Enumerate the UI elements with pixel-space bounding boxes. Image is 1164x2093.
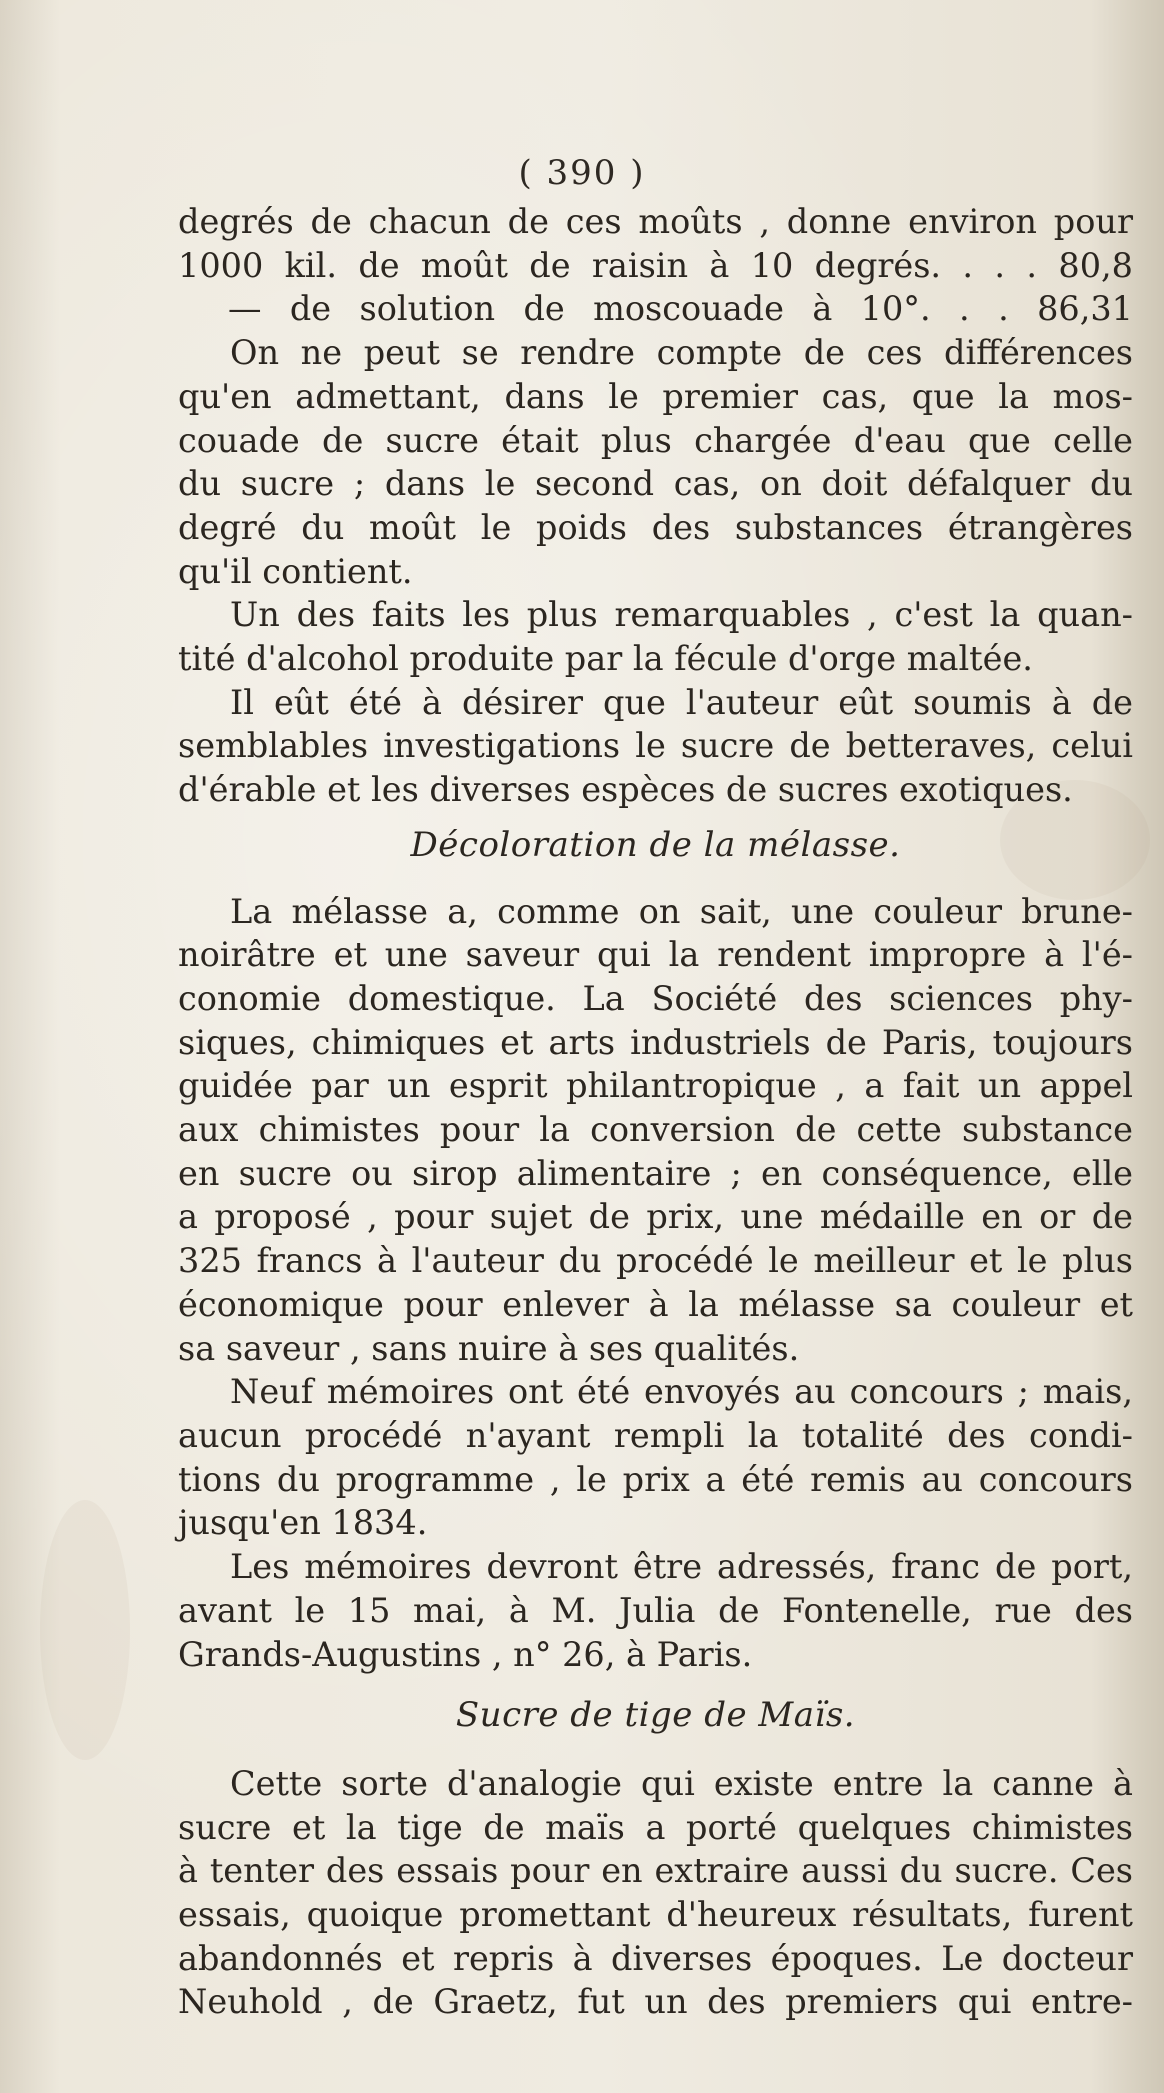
section-heading: Décoloration de la mélasse.: [410, 824, 901, 865]
text-line: aucun procédé n'ayant rempli la totalité des condi-: [178, 1415, 1133, 1455]
text-line: 325 francs à l'auteur du procédé le meilleur et le plus: [178, 1241, 1133, 1281]
text-line: conomie domestique. La Société des sciences phy-: [178, 978, 1133, 1018]
text-line: à tenter des essais pour en extraire aussi du sucre. Ces: [178, 1851, 1133, 1891]
text-line: avant le 15 mai, à M. Julia de Fontenelle, rue des: [178, 1590, 1133, 1630]
text-line: Il eût été à désirer que l'auteur eût soumis à de: [230, 682, 1133, 722]
text-line: degrés de chacun de ces moûts , donne environ pour: [178, 202, 1133, 241]
paper-stain: [40, 1500, 130, 1760]
text-line: sucre et la tige de maïs a porté quelques chimistes: [178, 1807, 1133, 1847]
text-line: jusqu'en 1834.: [178, 1503, 428, 1543]
text-line: sa saveur , sans nuire à ses qualités.: [178, 1328, 800, 1368]
text-line: en sucre ou sirop alimentaire ; en conséquence, elle: [178, 1153, 1133, 1193]
text-line: Les mémoires devront être adressés, franc de port,: [230, 1547, 1133, 1587]
text-line: abandonnés et repris à diverses époques. Le docteur: [178, 1938, 1133, 1978]
text-line: — de solution de moscouade à 10°. . . 86,31: [228, 289, 1133, 329]
text-line: Un des faits les plus remarquables , c'est la quan-: [230, 595, 1133, 635]
text-line: siques, chimiques et arts industriels de Paris, toujours: [178, 1022, 1133, 1062]
text-line: Neuhold , de Graetz, fut un des premiers qui entre-: [178, 1982, 1133, 2022]
text-line: aux chimistes pour la conversion de cette substance: [178, 1110, 1133, 1150]
text-line: Grands-Augustins , n° 26, à Paris.: [178, 1634, 753, 1674]
body-text: [178, 200, 1133, 2024]
text-line: qu'en admettant, dans le premier cas, que la mos-: [178, 376, 1133, 416]
text-line: 1000 kil. de moût de raisin à 10 degrés. . . . 80,8: [178, 245, 1133, 285]
text-line: tions du programme , le prix a été remis au concours: [178, 1459, 1133, 1499]
text-line: du sucre ; dans le second cas, on doit défalquer du: [178, 464, 1133, 504]
text-line: tité d'alcohol produite par la fécule d'orge maltée.: [178, 639, 1033, 679]
text-line: guidée par un esprit philantropique , a fait un appel: [178, 1066, 1133, 1106]
text-line: Cette sorte d'analogie qui existe entre la canne à: [230, 1763, 1133, 1803]
text-line: essais, quoique promettant d'heureux résultats, furent: [178, 1895, 1133, 1935]
text-line: qu'il contient.: [178, 551, 413, 591]
text-line: couade de sucre était plus chargée d'eau que celle: [178, 420, 1133, 460]
page-number: ( 390 ): [518, 153, 646, 193]
text-line: semblables investigations le sucre de betteraves, celui: [178, 726, 1133, 766]
text-line: d'érable et les diverses espèces de sucres exotiques.: [178, 770, 1073, 810]
text-line: a proposé , pour sujet de prix, une médaille en or de: [178, 1197, 1133, 1237]
text-line: degré du moût le poids des substances étrangères: [178, 507, 1133, 547]
text-line: On ne peut se rendre compte de ces différences: [230, 333, 1133, 373]
text-line: noirâtre et une saveur qui la rendent impropre à l'é-: [178, 935, 1133, 975]
text-line: Neuf mémoires ont été envoyés au concours ; mais,: [230, 1372, 1133, 1412]
text-line: économique pour enlever à la mélasse sa couleur et: [178, 1284, 1133, 1324]
text-line: La mélasse a, comme on sait, une couleur brune-: [230, 891, 1133, 931]
section-heading: Sucre de tige de Maïs.: [455, 1695, 856, 1736]
